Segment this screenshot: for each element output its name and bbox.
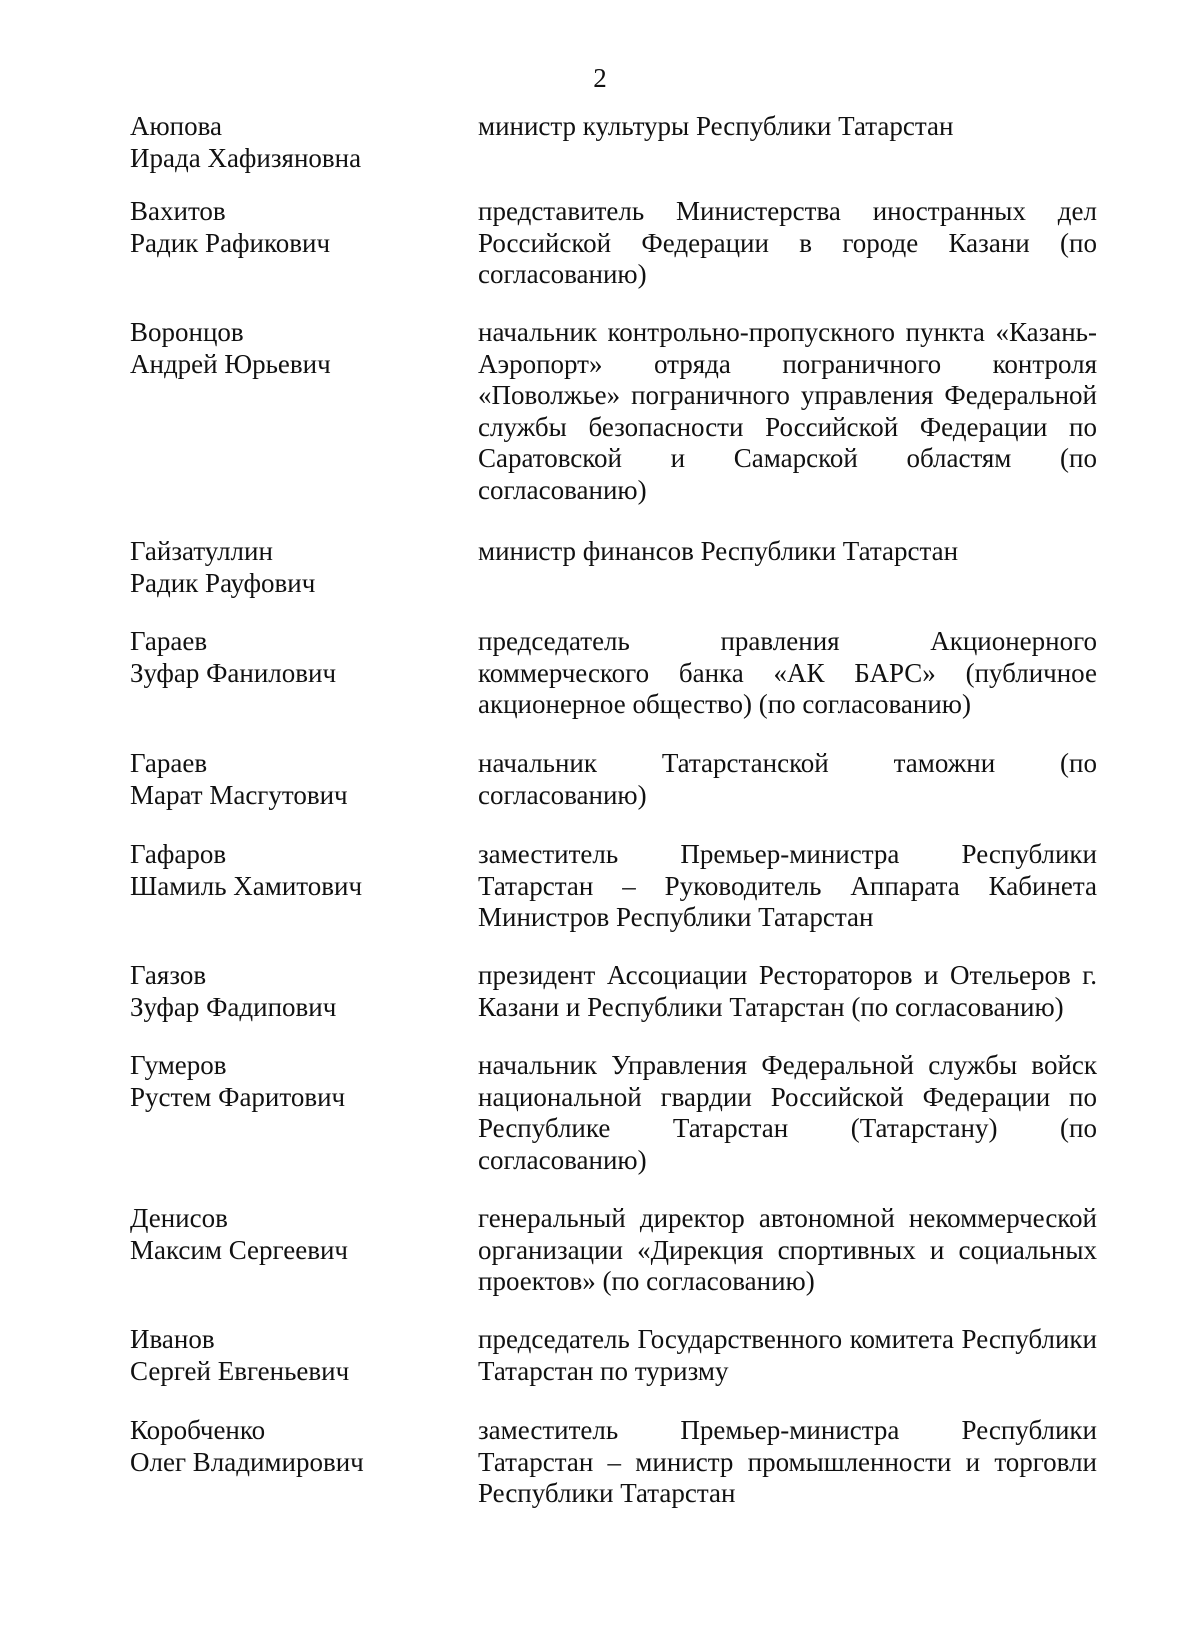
person-name xyxy=(130,748,450,811)
position-description: начальник контрольно-пропускного пункта «Казань-Аэропорт» отряда пограничного контроля «Поволжье» пограничного управления Федеральной службы безопасности Российской Федерации по Саратовской и Самарской областям (по согласованию) xyxy=(478,317,1097,505)
given-name: Сергей Евгеньевич xyxy=(130,1355,350,1386)
given-name: Зуфар Фанилович xyxy=(130,657,337,688)
person-name xyxy=(130,317,450,380)
surname: Гайзатуллин xyxy=(130,536,273,566)
person-name xyxy=(130,839,450,902)
position-description: председатель Государственного комитета Республики Татарстан по туризму xyxy=(478,1324,1097,1386)
person-name xyxy=(130,1203,450,1266)
position-description: министр культуры Республики Татарстан xyxy=(478,111,954,141)
surname: Аюпова xyxy=(130,111,222,141)
given-name: Марат Масгутович xyxy=(130,779,348,810)
person-name xyxy=(130,1050,450,1113)
given-name: Максим Сергеевич xyxy=(130,1234,348,1265)
person-name xyxy=(130,960,450,1023)
position-description: председатель правления Акционерного коммерческого банка «АК БАРС» (публичное акционерное общество) (по согласованию) xyxy=(478,626,1097,719)
position-description: заместитель Премьер-министра Республики Татарстан – Руководитель Аппарата Кабинета Министров Республики Татарстан xyxy=(478,839,1097,932)
surname: Гаязов xyxy=(130,960,207,990)
position-description: представитель Министерства иностранных дел Российской Федерации в городе Казани (по согласованию) xyxy=(478,196,1097,289)
position-description: заместитель Премьер-министра Республики Татарстан – министр промышленности и торговли Республики Татарстан xyxy=(478,1415,1097,1508)
page-number: 2 xyxy=(593,63,607,93)
person-name xyxy=(130,626,450,689)
person-name xyxy=(130,1324,450,1387)
position-description: президент Ассоциации Рестораторов и Отельеров г. Казани и Республики Татарстан (по согласованию) xyxy=(478,960,1097,1022)
surname: Воронцов xyxy=(130,317,244,347)
person-name xyxy=(130,196,450,259)
position-description: начальник Татарстанской таможни (по согласованию) xyxy=(478,748,1097,810)
given-name: Ирада Хафизяновна xyxy=(130,142,362,173)
surname: Гафаров xyxy=(130,839,227,869)
given-name: Олег Владимирович xyxy=(130,1446,364,1477)
surname: Вахитов xyxy=(130,196,226,226)
position-description: генеральный директор автономной некоммерческой организации «Дирекция спортивных и социальных проектов» (по согласованию) xyxy=(478,1203,1097,1296)
surname: Гараев xyxy=(130,748,208,778)
given-name: Андрей Юрьевич xyxy=(130,348,331,379)
surname: Коробченко xyxy=(130,1415,266,1445)
surname: Денисов xyxy=(130,1203,228,1233)
position-description: начальник Управления Федеральной службы войск национальной гвардии Российской Федерации по Республике Татарстан (Татарстану) (по согласованию) xyxy=(478,1050,1097,1175)
given-name: Рустем Фаритович xyxy=(130,1081,346,1112)
surname: Иванов xyxy=(130,1324,215,1354)
given-name: Шамиль Хамитович xyxy=(130,870,363,901)
surname: Гараев xyxy=(130,626,208,656)
position-description: министр финансов Республики Татарстан xyxy=(478,536,959,566)
person-name xyxy=(130,1415,450,1478)
person-name xyxy=(130,536,450,599)
given-name: Зуфар Фадипович xyxy=(130,991,337,1022)
surname: Гумеров xyxy=(130,1050,227,1080)
given-name: Радик Рауфович xyxy=(130,567,316,598)
given-name: Радик Рафикович xyxy=(130,227,331,258)
person-name xyxy=(130,111,450,174)
